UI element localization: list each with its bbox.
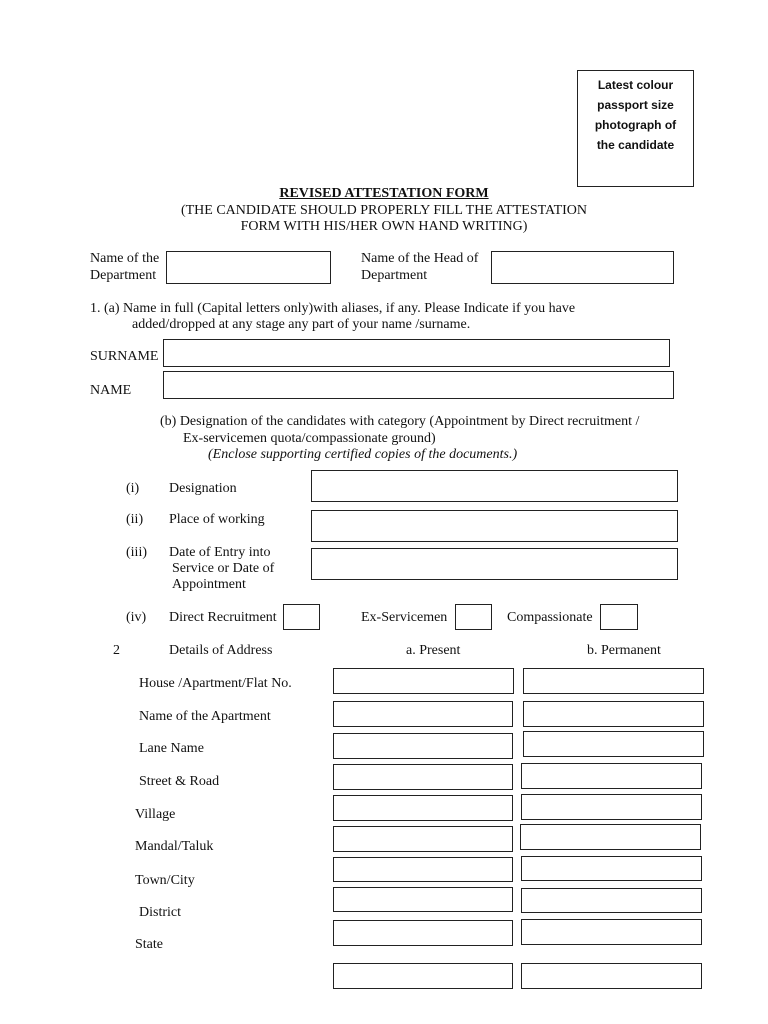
present-column-header: a. Present [406, 643, 461, 658]
present-street-input[interactable] [333, 764, 513, 790]
permanent-lane-input[interactable] [523, 731, 704, 757]
ex-servicemen-checkbox[interactable] [455, 604, 492, 630]
department-input[interactable] [166, 251, 331, 284]
present-extra-input[interactable] [333, 963, 513, 989]
address-row-label: Town/City [135, 873, 195, 888]
photo-text: the candidate [596, 138, 675, 152]
place-of-working-label: Place of working [169, 512, 265, 527]
address-label: Details of Address [169, 643, 273, 658]
permanent-column-header: b. Permanent [587, 643, 661, 658]
question-1b: Ex-servicemen quota/compassionate ground) [183, 431, 436, 446]
date-of-entry-label: Date of Entry into [169, 545, 271, 560]
question-1b-note: (Enclose supporting certified copies of the documents.) [208, 447, 518, 462]
address-row-label: Lane Name [139, 741, 204, 756]
form-title [0, 185, 768, 202]
permanent-street-input[interactable] [521, 763, 702, 789]
permanent-state-input[interactable] [521, 919, 702, 945]
head-of-department-label: Name of the Head of [361, 251, 479, 266]
address-row-label: Name of the Apartment [139, 709, 271, 724]
date-of-entry-label: Appointment [172, 577, 246, 592]
photo-text: passport size [597, 98, 674, 112]
present-lane-input[interactable] [333, 733, 513, 759]
place-of-working-input[interactable] [311, 510, 678, 542]
permanent-extra-input[interactable] [521, 963, 702, 989]
form-subtitle: FORM WITH HIS/HER OWN HAND WRITING) [240, 219, 528, 234]
surname-input[interactable] [163, 339, 670, 367]
permanent-mandal-input[interactable] [520, 824, 701, 850]
department-label: Department [90, 268, 157, 283]
item-number: (iv) [126, 610, 147, 625]
address-row-label: Village [135, 807, 176, 822]
present-apartment-input[interactable] [333, 701, 513, 727]
question-1a: added/dropped at any stage any part of your name /surname. [132, 317, 471, 332]
compassionate-checkbox[interactable] [600, 604, 638, 630]
present-town-input[interactable] [333, 857, 513, 882]
permanent-apartment-input[interactable] [523, 701, 704, 727]
question-1b: (b) Designation of the candidates with category (Appointment by Direct recruitment / [160, 414, 640, 429]
question-1a: 1. (a) Name in full (Capital letters only)with aliases, if any. Please Indicate if you have [90, 301, 576, 316]
form-title-text: REVISED ATTESTATION FORM [279, 186, 489, 201]
permanent-village-input[interactable] [521, 794, 702, 820]
present-district-input[interactable] [333, 887, 513, 912]
head-of-department-label: Department [361, 268, 428, 283]
item-number: 2 [113, 643, 120, 658]
compassionate-label: Compassionate [507, 610, 593, 625]
address-row-label: State [135, 937, 163, 952]
ex-servicemen-label: Ex-Servicemen [361, 610, 448, 625]
designation-label: Designation [169, 481, 237, 496]
name-input[interactable] [163, 371, 674, 399]
present-state-input[interactable] [333, 920, 513, 946]
present-house-input[interactable] [333, 668, 514, 694]
item-number: (iii) [126, 545, 147, 560]
direct-recruitment-label: Direct Recruitment [169, 610, 277, 625]
photo-box [577, 70, 694, 187]
permanent-town-input[interactable] [521, 856, 702, 881]
direct-recruitment-checkbox[interactable] [283, 604, 320, 630]
item-number: (ii) [126, 512, 144, 527]
present-village-input[interactable] [333, 795, 513, 821]
designation-input[interactable] [311, 470, 678, 502]
name-label: NAME [90, 383, 132, 398]
address-row-label: Mandal/Taluk [135, 839, 214, 854]
form-subtitle: (THE CANDIDATE SHOULD PROPERLY FILL THE ATTESTATION [180, 203, 588, 218]
permanent-district-input[interactable] [521, 888, 702, 913]
photo-text: photograph of [594, 118, 677, 132]
surname-label: SURNAME [90, 349, 159, 364]
permanent-house-input[interactable] [523, 668, 704, 694]
date-of-entry-input[interactable] [311, 548, 678, 580]
address-row-label: House /Apartment/Flat No. [139, 676, 292, 691]
item-number: (i) [126, 481, 140, 496]
head-of-department-input[interactable] [491, 251, 674, 284]
present-mandal-input[interactable] [333, 826, 513, 852]
date-of-entry-label: Service or Date of [172, 561, 275, 576]
address-row-label: District [139, 905, 181, 920]
photo-text: Latest colour [597, 78, 674, 92]
department-label: Name of the [90, 251, 160, 266]
address-row-label: Street & Road [139, 774, 220, 789]
